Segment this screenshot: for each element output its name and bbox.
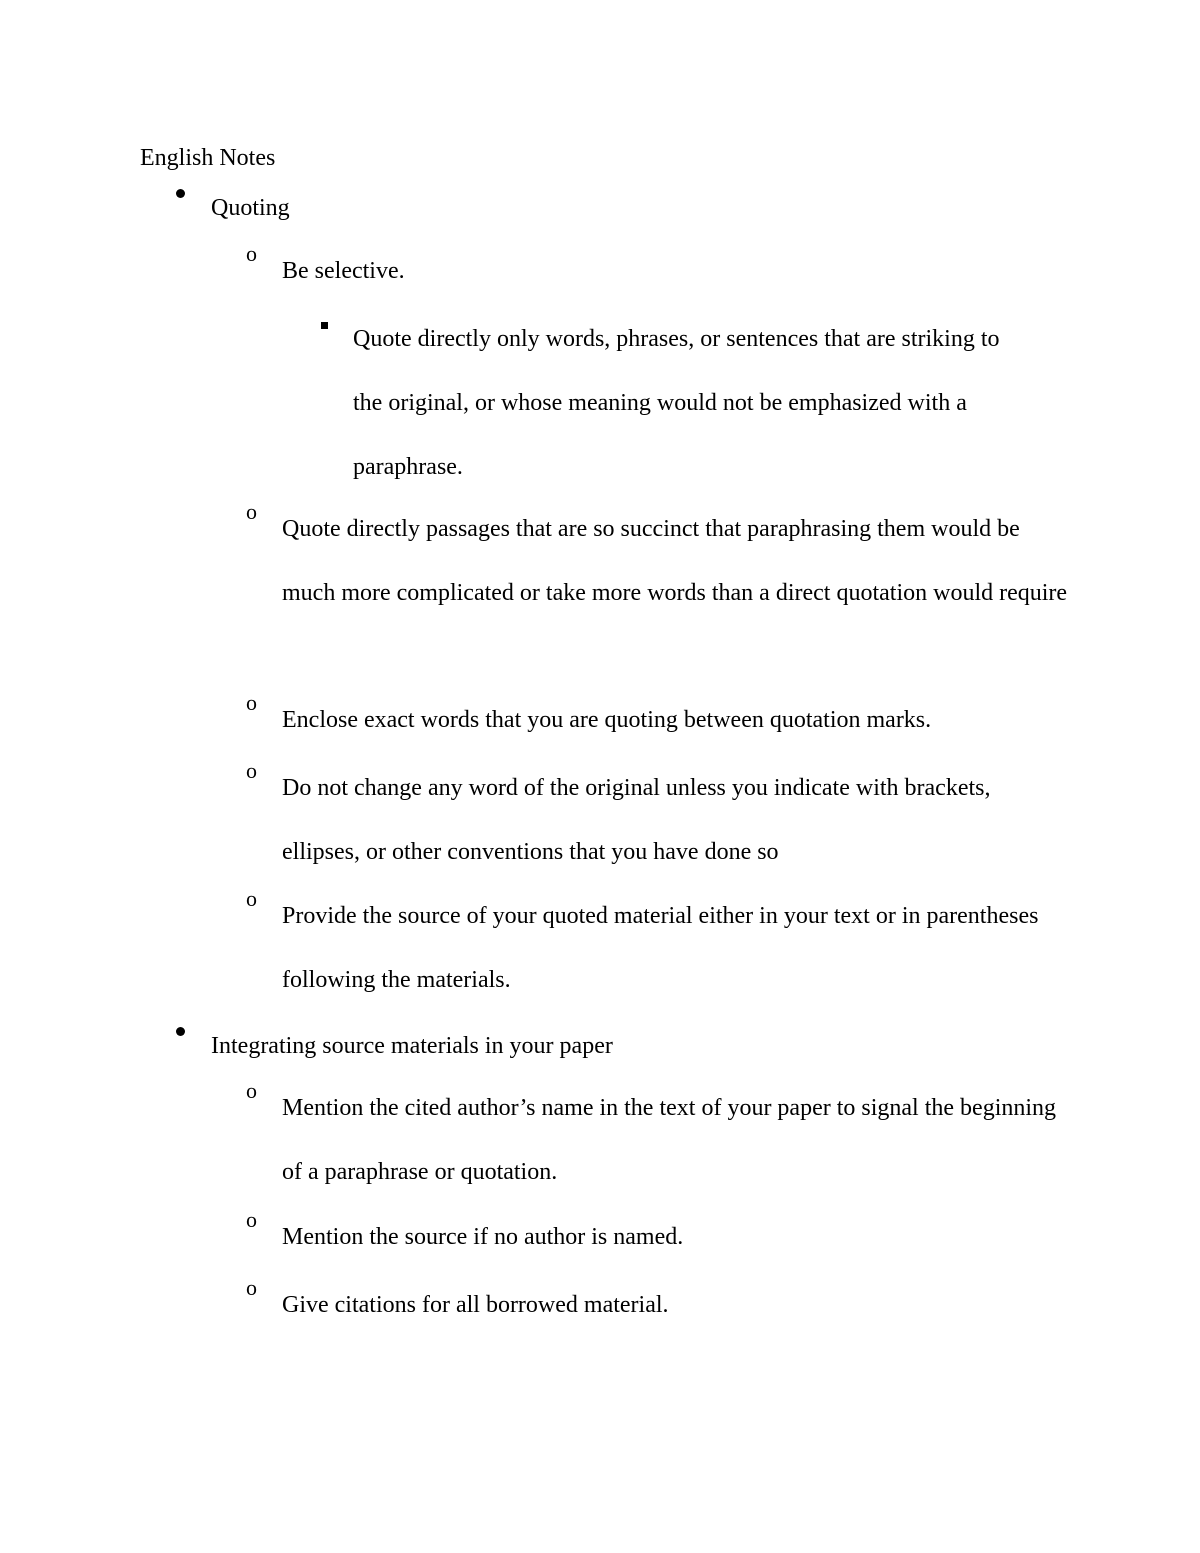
section-quoting (172, 193, 1071, 240)
section-label: Integrating source materials in your paper (211, 1033, 613, 1059)
bullet-circle-icon: o (246, 1207, 257, 1232)
list-item (172, 176, 1071, 240)
list-item-text: Quote directly only words, phrases, or sentences that are striking to the original, or whose meaning would not be emphasized with a paraphrase. (353, 326, 1000, 480)
list-item-text: Quote directly passages that are so succinct that paraphrasing them would be much more complicated or take more words than a direct quotation would require (282, 516, 1068, 606)
bullet-square-icon (316, 307, 328, 337)
list-item-text: Mention the cited author’s name in the text of your paper to signal the beginning of a paraphrase or quotation. (282, 1095, 1057, 1185)
list-item-text: Enclose exact words that you are quoting between quotation marks. (282, 707, 932, 733)
list-item (244, 1078, 1072, 1204)
list-item (172, 1014, 1071, 1078)
bullet-circle-icon: o (246, 499, 257, 524)
bullet-disc-icon (172, 176, 185, 206)
list-item-text: Do not change any word of the original unless you indicate with brackets, ellipses, or other conventions that you have done so (282, 775, 991, 865)
bullet-circle-icon: o (246, 690, 257, 715)
list-item (244, 758, 1072, 884)
list-item (244, 1275, 1072, 1337)
document-title: English Notes (140, 145, 276, 171)
list-item (244, 690, 1072, 752)
bullet-circle-icon: o (246, 758, 257, 783)
list-item-text: Give citations for all borrowed material. (282, 1292, 669, 1318)
list-item-text: Mention the source if no author is named. (282, 1224, 684, 1250)
bullet-disc-icon (172, 1014, 185, 1044)
bullet-circle-icon: o (246, 1275, 257, 1300)
list-item (316, 324, 1013, 499)
list-item-text: Provide the source of your quoted material either in your text or in parentheses following the materials. (282, 903, 1039, 993)
list-item (244, 499, 1072, 625)
list-item (244, 886, 1072, 1012)
bullet-circle-icon: o (246, 241, 257, 266)
bullet-circle-icon: o (246, 886, 257, 911)
list-item (244, 1207, 1072, 1269)
section-label: Quoting (211, 195, 290, 221)
section-integrating (172, 1031, 1071, 1078)
list-item-text: Be selective. (282, 258, 405, 284)
bullet-circle-icon: o (246, 1078, 257, 1103)
list-item (244, 241, 1072, 303)
